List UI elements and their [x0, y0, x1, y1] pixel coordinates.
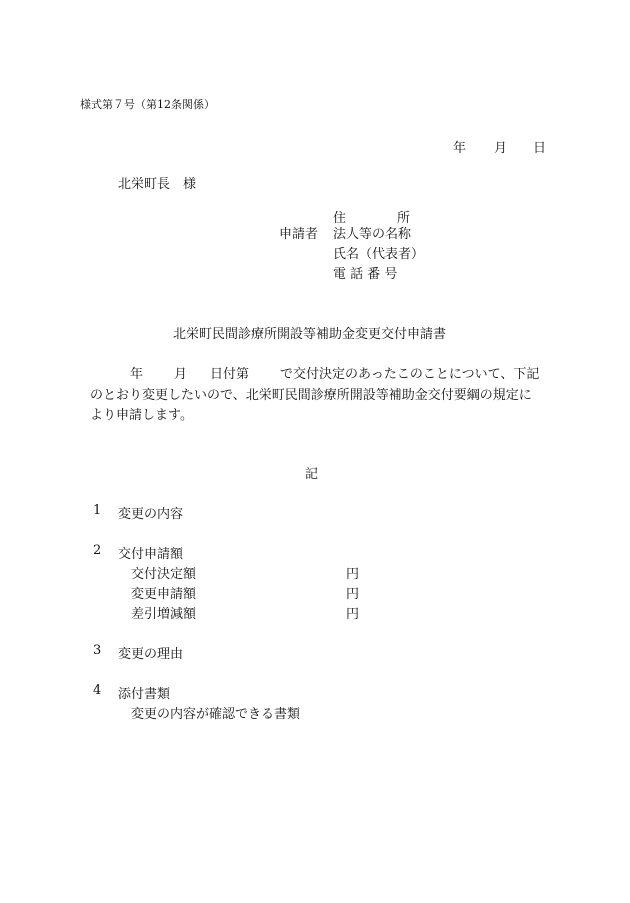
applicant-phone-label: 電 話 番 号: [333, 267, 398, 282]
form-number: 様式第７号（第12条関係）: [80, 98, 215, 111]
body-line-1-rest: で交付決定のあったこのことについて、下記: [280, 367, 540, 382]
body-month: 月: [174, 367, 188, 382]
item-number: 2: [93, 543, 102, 558]
document-title: 北栄町民間診療所開設等補助金変更交付申請書: [173, 327, 447, 342]
item-label: 変更の理由: [118, 647, 184, 662]
item-number: 1: [93, 503, 102, 518]
applicant-label: 申請者: [279, 227, 319, 242]
applicant-address-label-b: 所: [397, 211, 411, 226]
amount-label: 差引増減額: [131, 607, 197, 622]
amount-unit: 円: [346, 607, 360, 622]
applicant-name-label: 氏名（代表者）: [333, 247, 425, 262]
item-label: 変更の内容: [118, 507, 184, 522]
applicant-address-label-a: 住: [333, 211, 347, 226]
item-number: 4: [93, 683, 102, 698]
body-line-1: [130, 363, 539, 382]
date-year-label: 年: [453, 141, 467, 156]
body-line-2: のとおり変更したいので、北栄町民間診療所開設等補助金交付要綱の規定に: [90, 388, 532, 403]
addressee: 北栄町長 様: [118, 177, 197, 192]
attachment-description: 変更の内容が確認できる書類: [131, 707, 301, 722]
amount-label: 変更申請額: [131, 587, 197, 602]
amount-unit: 円: [346, 587, 360, 602]
applicant-corp-name-label: 法人等の名称: [333, 227, 412, 242]
body-year: 年: [130, 367, 144, 382]
ki-heading: 記: [305, 467, 319, 482]
date-month-label: 月: [494, 141, 508, 156]
amount-label: 交付決定額: [131, 567, 197, 582]
body-line-3: より申請します。: [90, 408, 193, 423]
date-day-label: 日: [533, 141, 547, 156]
item-label: 交付申請額: [118, 547, 184, 562]
amount-unit: 円: [346, 567, 360, 582]
body-date-no: 日付第: [210, 367, 250, 382]
item-number: 3: [93, 643, 102, 658]
item-label: 添付書類: [118, 687, 171, 702]
